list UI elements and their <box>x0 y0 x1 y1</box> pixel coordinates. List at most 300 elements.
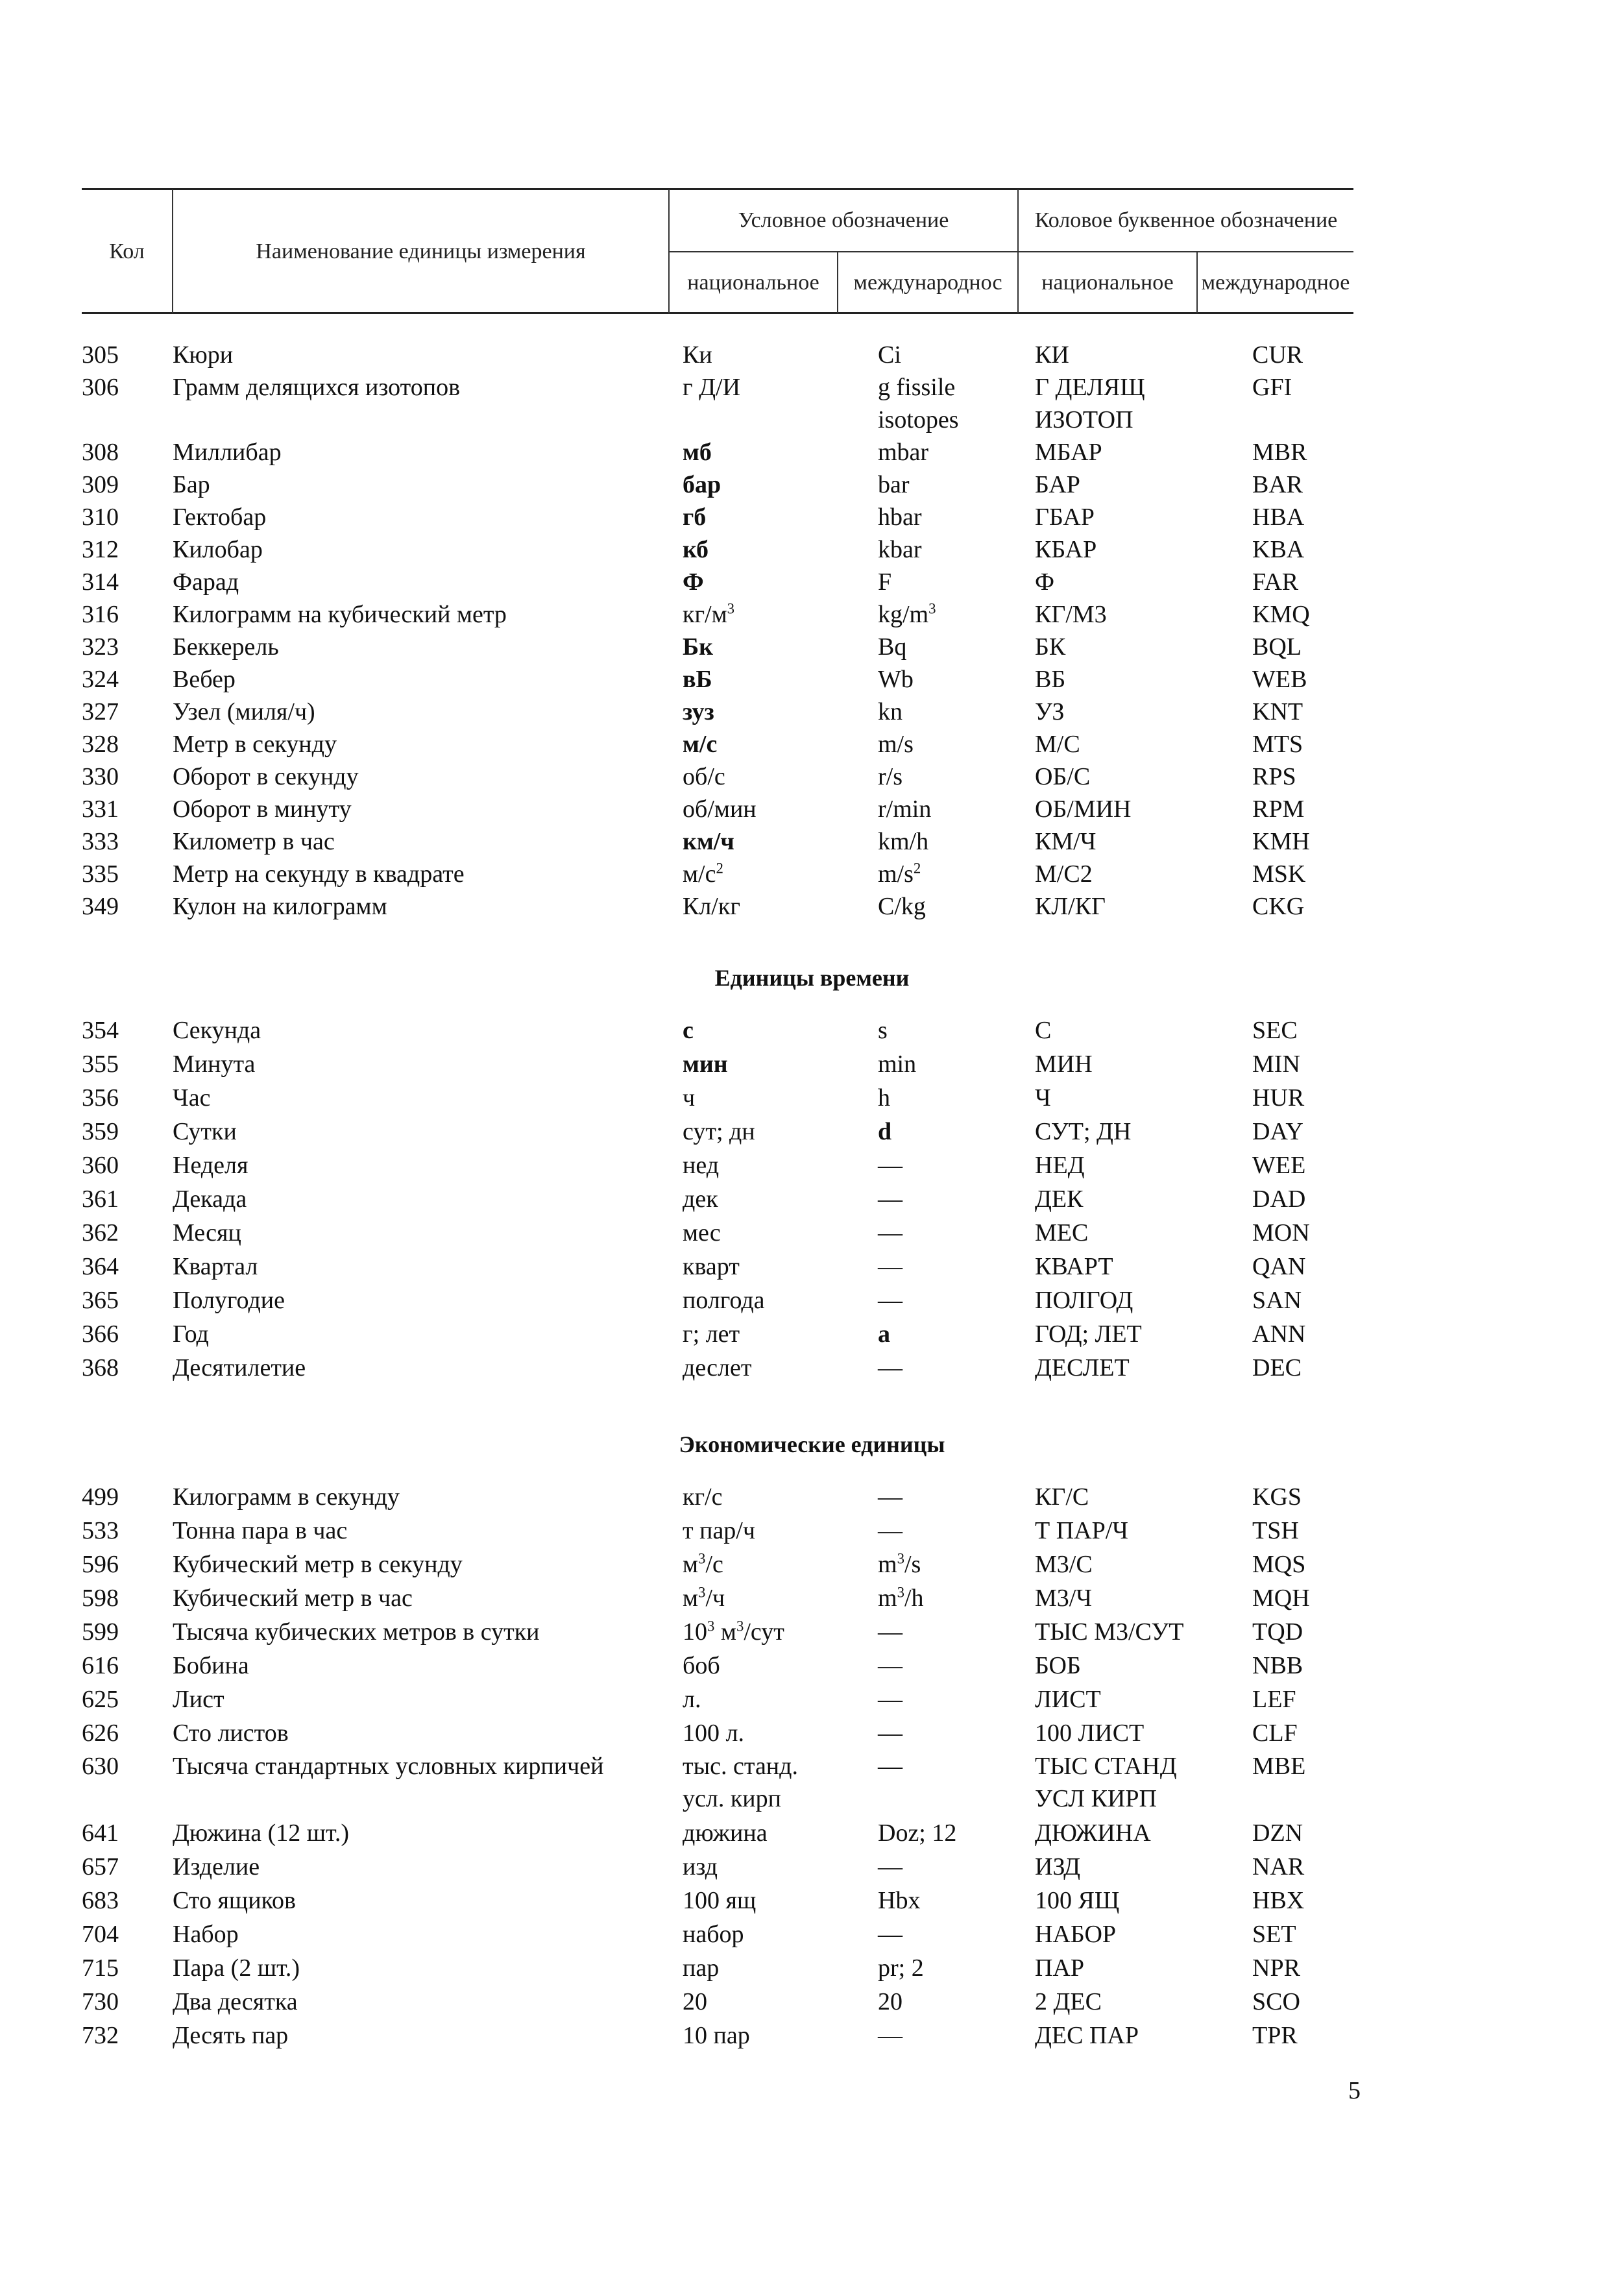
table-row <box>0 1816 1624 1850</box>
row-intl-letter: BQL <box>1252 633 1302 661</box>
symbol-base: 10 <box>683 1618 707 1646</box>
row-nat-letter: 2 ДЕС <box>1035 1988 1102 2015</box>
row-code: 312 <box>82 536 119 563</box>
row-intl-letter: SAN <box>1252 1287 1302 1314</box>
row-nat-symbol: г Д/И <box>683 374 741 401</box>
row-nat-symbol: ч <box>683 1084 696 1112</box>
row-intl-letter: WEB <box>1252 666 1307 693</box>
row-intl-line1: g fissile <box>878 374 956 401</box>
table-row <box>0 890 1624 923</box>
row-nat-letter: ДЮЖИНА <box>1035 1819 1151 1847</box>
row-intl-letter: NPR <box>1252 1954 1300 1982</box>
table-row <box>0 598 1624 631</box>
row-intl-symbol: — <box>878 1652 903 1679</box>
row-nat-symbol <box>683 1615 784 1649</box>
row-code: 310 <box>82 504 119 531</box>
table-row <box>0 1683 1624 1716</box>
table-row <box>0 1250 1624 1283</box>
row-nat-letter: МБАР <box>1035 439 1102 466</box>
row-name: Секунда <box>173 1017 261 1044</box>
row-intl-letter: DAD <box>1252 1186 1306 1213</box>
table-row <box>0 1115 1624 1149</box>
symbol-exponent: 3 <box>698 1550 706 1567</box>
page-number: 5 <box>1348 2077 1361 2104</box>
row-nat-symbol: об/с <box>683 763 725 790</box>
row-intl-letter: RPM <box>1252 796 1305 823</box>
row-name: Изделие <box>173 1853 260 1880</box>
symbol-tail: /s <box>904 1551 921 1578</box>
symbol-tail: м <box>714 1618 736 1646</box>
row-name: Час <box>173 1084 211 1112</box>
symbol-tail: /ч <box>705 1585 725 1612</box>
row-nat-line2: усл. кирп <box>683 1785 781 1812</box>
row-intl-letter: TQD <box>1252 1618 1303 1646</box>
row-nat-letter: 100 ЯЩ <box>1035 1887 1120 1914</box>
row-intl-symbol <box>878 1581 924 1615</box>
row-intl-symbol: — <box>878 1618 903 1646</box>
row-code: 596 <box>82 1551 119 1578</box>
row-nat-symbol: вБ <box>683 666 712 693</box>
row-nat-symbol: л. <box>683 1686 701 1713</box>
row-nat-letter: ТЫС М3/СУТ <box>1035 1618 1184 1646</box>
row-intl-symbol: — <box>878 1253 903 1280</box>
row-name: Сто ящиков <box>173 1887 296 1914</box>
row-name: Килобар <box>173 536 263 563</box>
row-intl-letter: DEC <box>1252 1354 1302 1381</box>
row-nat-symbol: мес <box>683 1219 721 1246</box>
row-name: Год <box>173 1320 209 1348</box>
row-name: Фарад <box>173 568 239 596</box>
header-international-letter: международное <box>1201 271 1350 295</box>
row-nat-symbol: пар <box>683 1954 720 1982</box>
symbol-exponent: 3 <box>928 600 936 617</box>
row-code: 715 <box>82 1954 119 1982</box>
row-intl-letter: SET <box>1252 1921 1296 1948</box>
symbol-base: м/с <box>683 860 716 888</box>
row-intl-letter: MON <box>1252 1219 1310 1246</box>
row-code: 309 <box>82 471 119 498</box>
row-name: Килограмм на кубический метр <box>173 601 507 628</box>
row-nat-letter: Ф <box>1035 568 1055 596</box>
row-nat-symbol: с <box>683 1017 694 1044</box>
row-intl-letter: RPS <box>1252 763 1296 790</box>
symbol-base: м <box>683 1585 699 1612</box>
row-nat-symbol: Ф <box>683 568 704 596</box>
table-row <box>0 1716 1624 1750</box>
row-name: Тонна пара в час <box>173 1517 348 1544</box>
row-code: 328 <box>82 731 119 758</box>
row-name: Пара (2 шт.) <box>173 1954 300 1982</box>
symbol-tail: /сут <box>744 1618 784 1646</box>
row-name: Беккерель <box>173 633 279 661</box>
row-nat-letter: КВАРТ <box>1035 1253 1113 1280</box>
symbol-exponent: 3 <box>707 1618 715 1635</box>
header-letter-group: Коловое буквенное обозначение <box>1018 189 1353 252</box>
row-intl-letter: BAR <box>1252 471 1303 498</box>
symbol-exponent: 3 <box>897 1584 904 1601</box>
table-section-time <box>0 1014 1624 1385</box>
row-nat-symbol: кг/с <box>683 1483 723 1511</box>
row-nat-letter: ОБ/С <box>1035 763 1091 790</box>
row-intl-symbol: — <box>878 1287 903 1314</box>
row-intl-symbol: — <box>878 1186 903 1213</box>
row-name: Лист <box>173 1686 224 1713</box>
row-nat-symbol: Кл/кг <box>683 893 740 920</box>
table-row <box>0 2019 1624 2052</box>
row-nat-letter: КЛ/КГ <box>1035 893 1106 920</box>
row-intl-letter: SEC <box>1252 1017 1298 1044</box>
row-nat-symbol: Бк <box>683 633 714 661</box>
row-intl-symbol: — <box>878 1354 903 1381</box>
row-nat-symbol: боб <box>683 1652 720 1679</box>
row-intl-symbol: Bq <box>878 633 907 661</box>
row-nat-letter: ДЕК <box>1035 1186 1084 1213</box>
row-nat-symbol: м/с <box>683 731 718 758</box>
row-nat-letter: М/С2 <box>1035 860 1093 888</box>
row-name: Кюри <box>173 341 234 369</box>
row-name: Тысяча кубических метров в сутки <box>173 1618 540 1646</box>
row-code: 324 <box>82 666 119 693</box>
row-nat-symbol: об/мин <box>683 796 757 823</box>
row-code: 641 <box>82 1819 119 1847</box>
header-code: Кол <box>82 189 173 313</box>
row-name: Декада <box>173 1186 247 1213</box>
row-name: Неделя <box>173 1152 248 1179</box>
row-intl-symbol: min <box>878 1051 917 1078</box>
row-code: 330 <box>82 763 119 790</box>
row-code: 316 <box>82 601 119 628</box>
header-name: Наименование единицы измерения <box>173 189 669 313</box>
row-intl-symbol: m/s <box>878 731 914 758</box>
symbol-base: kg/m <box>878 601 929 628</box>
row-intl-symbol: hbar <box>878 504 922 531</box>
header-international: международнос <box>838 252 1018 313</box>
row-code: 349 <box>82 893 119 920</box>
row-code: 331 <box>82 796 119 823</box>
row-name: Кулон на килограмм <box>173 893 387 920</box>
symbol-exponent: 2 <box>913 860 921 877</box>
row-nat-symbol: дек <box>683 1186 718 1213</box>
row-name: Вебер <box>173 666 236 693</box>
row-nat-letter: КМ/Ч <box>1035 828 1097 855</box>
table-row <box>0 1750 1624 1816</box>
table-row <box>0 339 1624 371</box>
row-name: Десятилетие <box>173 1354 306 1381</box>
row-nat-letter: ЛИСТ <box>1035 1686 1101 1713</box>
table-row <box>0 1081 1624 1115</box>
row-name: Сутки <box>173 1118 237 1145</box>
row-nat-letter: Т ПАР/Ч <box>1035 1517 1128 1544</box>
table-section-economic <box>0 1480 1624 2052</box>
row-nat-letter: ОБ/МИН <box>1035 796 1132 823</box>
row-nat-symbol: г; лет <box>683 1320 740 1348</box>
row-code: 626 <box>82 1720 119 1747</box>
row-lnat-line1: Г ДЕЛЯЩ <box>1035 374 1145 401</box>
row-code: 616 <box>82 1652 119 1679</box>
row-nat-symbol: т пар/ч <box>683 1517 755 1544</box>
row-nat-letter: БК <box>1035 633 1066 661</box>
row-nat-symbol <box>683 1750 798 1815</box>
row-nat-letter: КБАР <box>1035 536 1097 563</box>
row-nat-letter: ДЕСЛЕТ <box>1035 1354 1130 1381</box>
row-intl-symbol: F <box>878 568 892 596</box>
row-code: 365 <box>82 1287 119 1314</box>
row-intl-symbol: Wb <box>878 666 914 693</box>
row-intl-symbol: bar <box>878 471 910 498</box>
row-intl-symbol: — <box>878 1753 903 1780</box>
row-nat-letter <box>1035 371 1145 436</box>
table-row <box>0 858 1624 890</box>
row-code: 333 <box>82 828 119 855</box>
table-row <box>0 1014 1624 1047</box>
row-nat-symbol: 10 пар <box>683 2022 750 2049</box>
table-row <box>0 825 1624 858</box>
row-code: 499 <box>82 1483 119 1511</box>
row-intl-letter: SCO <box>1252 1988 1300 2015</box>
row-intl-symbol <box>878 858 921 890</box>
row-code: 335 <box>82 860 119 888</box>
row-nat-letter <box>1035 1750 1177 1815</box>
row-nat-letter: Ч <box>1035 1084 1051 1112</box>
row-lnat-line2: УСЛ КИРП <box>1035 1785 1157 1812</box>
row-nat-letter: КГ/С <box>1035 1483 1089 1511</box>
row-name: Оборот в секунду <box>173 763 359 790</box>
row-name: Узел (миля/ч) <box>173 698 315 725</box>
row-nat-letter: ГОД; ЛЕТ <box>1035 1320 1142 1348</box>
row-name: Бобина <box>173 1652 249 1679</box>
row-intl-symbol: — <box>878 1517 903 1544</box>
row-name: Полугодие <box>173 1287 285 1314</box>
table-row <box>0 1317 1624 1351</box>
symbol-exponent: 3 <box>698 1584 706 1601</box>
section-title-time: Единицы времени <box>714 965 910 991</box>
row-nat-letter: ПАР <box>1035 1954 1085 1982</box>
table-row <box>0 1514 1624 1548</box>
row-nat-letter: М/С <box>1035 731 1080 758</box>
symbol-base: кг/м <box>683 601 727 628</box>
row-nat-letter: ВБ <box>1035 666 1066 693</box>
row-nat-symbol: Ки <box>683 341 712 369</box>
row-intl-symbol: — <box>878 2022 903 2049</box>
row-intl-letter: MIN <box>1252 1051 1300 1078</box>
row-intl-letter: CKG <box>1252 893 1305 920</box>
row-code: 683 <box>82 1887 119 1914</box>
table-row <box>0 728 1624 760</box>
row-code: 732 <box>82 2022 119 2049</box>
row-nat-letter: МИН <box>1035 1051 1093 1078</box>
row-intl-letter: GFI <box>1252 374 1292 401</box>
row-nat-letter: БОБ <box>1035 1652 1081 1679</box>
row-nat-symbol <box>683 1581 725 1615</box>
header-national-letter: национальное <box>1018 252 1197 313</box>
row-nat-symbol <box>683 858 723 890</box>
row-intl-letter: KMH <box>1252 828 1310 855</box>
table-row <box>0 436 1624 468</box>
row-nat-symbol: 100 л. <box>683 1720 744 1747</box>
row-code: 356 <box>82 1084 119 1112</box>
row-intl-symbol: — <box>878 1853 903 1880</box>
row-code: 364 <box>82 1253 119 1280</box>
row-name: Метр на секунду в квадрате <box>173 860 465 888</box>
row-code: 355 <box>82 1051 119 1078</box>
table-row <box>0 1480 1624 1514</box>
row-intl-line2: isotopes <box>878 406 959 433</box>
row-nat-letter: УЗ <box>1035 698 1065 725</box>
row-nat-symbol: деслет <box>683 1354 752 1381</box>
row-code: 368 <box>82 1354 119 1381</box>
row-nat-symbol: набор <box>683 1921 744 1948</box>
row-intl-symbol: d <box>878 1118 892 1145</box>
row-nat-letter: НАБОР <box>1035 1921 1117 1948</box>
row-intl-letter: NAR <box>1252 1853 1305 1880</box>
row-nat-line1: тыс. станд. <box>683 1753 798 1780</box>
row-intl-symbol: r/s <box>878 763 903 790</box>
row-nat-letter: СУТ; ДН <box>1035 1118 1132 1145</box>
symbol-exponent: 3 <box>736 1618 744 1635</box>
symbol-exponent: 3 <box>897 1550 904 1567</box>
row-name: Бар <box>173 471 210 498</box>
row-intl-symbol: C/kg <box>878 893 926 920</box>
table-row <box>0 1581 1624 1615</box>
row-intl-symbol: — <box>878 1483 903 1511</box>
table-row <box>0 1615 1624 1649</box>
table-row <box>0 696 1624 728</box>
table-row <box>0 631 1624 663</box>
row-intl-letter: MSK <box>1252 860 1306 888</box>
row-intl-symbol: 20 <box>878 1988 903 2015</box>
symbol-tail: /h <box>904 1585 924 1612</box>
row-intl-letter: CUR <box>1252 341 1303 369</box>
row-nat-letter: М3/С <box>1035 1551 1093 1578</box>
row-nat-symbol: нед <box>683 1152 720 1179</box>
row-intl-symbol: Doz; 12 <box>878 1819 957 1847</box>
symbol-tail: /с <box>705 1551 723 1578</box>
row-name: Месяц <box>173 1219 241 1246</box>
table-row <box>0 371 1624 436</box>
row-intl-letter: HBX <box>1252 1887 1305 1914</box>
row-intl-symbol: — <box>878 1219 903 1246</box>
row-code: 327 <box>82 698 119 725</box>
table-section-pressure-etc <box>0 339 1624 923</box>
row-name: Квартал <box>173 1253 258 1280</box>
row-nat-letter: С <box>1035 1017 1052 1044</box>
row-intl-symbol: — <box>878 1686 903 1713</box>
row-intl-symbol: a <box>878 1320 890 1348</box>
row-intl-letter: HUR <box>1252 1084 1305 1112</box>
table-header <box>82 189 1353 313</box>
row-intl-symbol <box>878 371 959 436</box>
row-code: 630 <box>82 1753 119 1780</box>
row-code: 314 <box>82 568 119 596</box>
row-nat-symbol: изд <box>683 1853 718 1880</box>
row-name: Сто листов <box>173 1720 289 1747</box>
row-nat-letter: БАР <box>1035 471 1080 498</box>
symbol-base: m <box>878 1551 897 1578</box>
row-intl-letter: MQH <box>1252 1585 1310 1612</box>
row-nat-letter: ПОЛГОД <box>1035 1287 1133 1314</box>
symbol-base: м <box>683 1551 699 1578</box>
row-nat-symbol: кварт <box>683 1253 740 1280</box>
table-row <box>0 468 1624 501</box>
row-code: 360 <box>82 1152 119 1179</box>
row-code: 704 <box>82 1921 119 1948</box>
row-nat-symbol: 100 ящ <box>683 1887 757 1914</box>
table-row <box>0 1884 1624 1917</box>
header-symbol-group: Условное обозначение <box>669 189 1018 252</box>
table-row <box>0 1047 1624 1081</box>
row-nat-letter: КИ <box>1035 341 1069 369</box>
row-nat-symbol: зуз <box>683 698 714 725</box>
row-intl-symbol: kbar <box>878 536 922 563</box>
row-nat-symbol <box>683 598 734 631</box>
row-name: Оборот в минуту <box>173 796 352 823</box>
row-intl-symbol: Ci <box>878 341 901 369</box>
row-intl-letter: TSH <box>1252 1517 1299 1544</box>
row-nat-letter: ИЗД <box>1035 1853 1081 1880</box>
row-intl-letter: LEF <box>1252 1686 1296 1713</box>
row-intl-letter: KNT <box>1252 698 1303 725</box>
row-intl-letter: MQS <box>1252 1551 1306 1578</box>
table-row <box>0 501 1624 533</box>
row-intl-letter: ANN <box>1252 1320 1306 1348</box>
row-code: 599 <box>82 1618 119 1646</box>
row-intl-symbol: Hbx <box>878 1887 921 1914</box>
header-national: национальное <box>669 252 838 313</box>
row-intl-letter: MBR <box>1252 439 1307 466</box>
row-nat-symbol <box>683 1548 723 1581</box>
row-nat-symbol: бар <box>683 471 721 498</box>
table-row <box>0 1985 1624 2019</box>
row-intl-letter: CLF <box>1252 1720 1298 1747</box>
row-code: 533 <box>82 1517 119 1544</box>
row-nat-letter: М3/Ч <box>1035 1585 1093 1612</box>
table-row <box>0 1216 1624 1250</box>
table-row <box>0 663 1624 696</box>
row-name: Кубический метр в секунду <box>173 1551 463 1578</box>
row-nat-symbol: кб <box>683 536 709 563</box>
row-nat-letter: ДЕС ПАР <box>1035 2022 1139 2049</box>
symbol-base: m <box>878 1585 897 1612</box>
row-name: Килограмм в секунду <box>173 1483 400 1511</box>
row-nat-symbol: сут; дн <box>683 1118 755 1145</box>
row-nat-symbol: км/ч <box>683 828 734 855</box>
table-row <box>0 1351 1624 1385</box>
row-code: 359 <box>82 1118 119 1145</box>
row-code: 730 <box>82 1988 119 2015</box>
row-name: Километр в час <box>173 828 335 855</box>
table-row <box>0 566 1624 598</box>
row-nat-symbol: гб <box>683 504 707 531</box>
table-row <box>0 793 1624 825</box>
symbol-base: m/s <box>878 860 914 888</box>
row-intl-symbol: — <box>878 1921 903 1948</box>
row-name: Два десятка <box>173 1988 298 2015</box>
symbol-exponent: 3 <box>727 600 735 617</box>
row-name: Тысяча стандартных условных кирпичей <box>173 1753 604 1780</box>
row-intl-symbol <box>878 1548 921 1581</box>
row-intl-letter: KMQ <box>1252 601 1310 628</box>
section-title-economic: Экономические единицы <box>679 1431 945 1457</box>
row-name: Дюжина (12 шт.) <box>173 1819 349 1847</box>
symbol-exponent: 2 <box>716 860 723 877</box>
row-intl-letter: MTS <box>1252 731 1303 758</box>
row-nat-letter: КГ/М3 <box>1035 601 1107 628</box>
row-intl-symbol: mbar <box>878 439 929 466</box>
row-intl-letter: DZN <box>1252 1819 1303 1847</box>
row-intl-letter: FAR <box>1252 568 1299 596</box>
row-intl-symbol: — <box>878 1152 903 1179</box>
row-intl-symbol: kn <box>878 698 903 725</box>
